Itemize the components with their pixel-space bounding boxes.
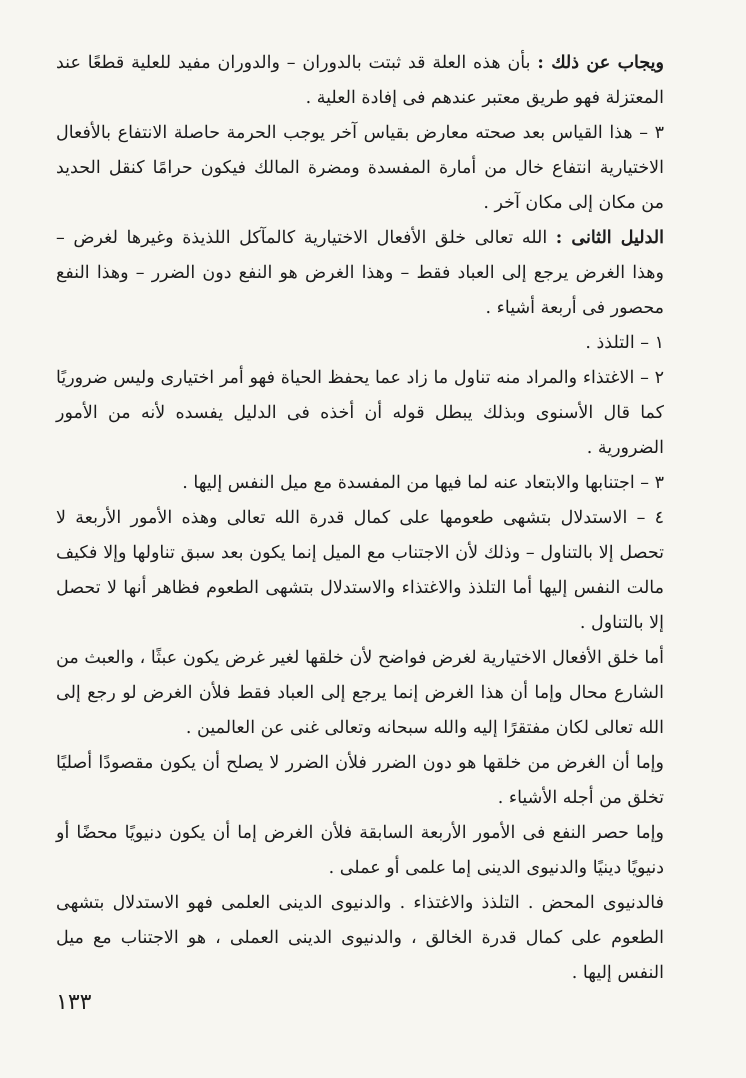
paragraph-6 [56, 466, 664, 501]
paragraph-body: الله تعالى خلق الأفعال الاختيارية كالمآكل اللذيذة وغيرها لغرض – وهذا الغرض يرجع إلى العباد فقط – وهذا الغرض هو النفع دون الضرر – وهذا النفع محصور فى أربعة أشياء . [56, 228, 664, 318]
page-text [56, 46, 664, 991]
paragraph-body: بأن هذه العلة قد ثبتت بالدوران – والدوران مفيد للعلية قطعًا عند المعتزلة فهو طريق معتبر عندهم فى إفادة العلية . [56, 53, 664, 108]
paragraph-3 [56, 221, 664, 326]
paragraph-body: ٢ – الاغتذاء والمراد منه تناول ما زاد عما يحفظ الحياة فهو أمر اختيارى وليس ضروريًا كما قال الأسنوى وبذلك يبطل قوله أن أخذه فى الدليل يفسده لأنه من الأمور الضرورية . [56, 368, 664, 458]
paragraph-body: أما خلق الأفعال الاختيارية لغرض فواضح لأن خلقها لغير غرض يكون عبثًا ، والعبث من الشارع محال وإما أن هذا الغرض إنما يرجع إلى العباد فقط فلأن الغرض لو رجع إلى الله تعالى لكان مفتقرًا إليه والله سبحانه وتعالى غنى عن العالمين . [56, 648, 664, 738]
paragraph-1 [56, 46, 664, 116]
paragraph-8 [56, 641, 664, 746]
paragraph-7 [56, 501, 664, 641]
paragraph-9 [56, 746, 664, 816]
page-number: ١٣٣ [56, 990, 92, 1015]
paragraph-lead: ويجاب عن ذلك : [537, 53, 664, 73]
paragraph-body: وإما أن الغرض من خلقها هو دون الضرر فلأن الضرر لا يصلح أن يكون مقصودًا أصليًا تخلق من أجله الأشياء . [56, 753, 664, 808]
paragraph-body: ١ – التلذذ . [585, 333, 664, 353]
paragraph-4 [56, 326, 664, 361]
paragraph-2 [56, 116, 664, 221]
paragraph-body: ٣ – هذا القياس بعد صحته معارض بقياس آخر يوجب الحرمة حاصلة الانتفاع بالأفعال الاختيارية انتفاع خال من أمارة المفسدة ومضرة المالك فيكون حرامًا كنقل الحديد من مكان إلى مكان آخر . [56, 123, 664, 213]
paragraph-lead: الدليل الثانى : [555, 228, 664, 248]
paragraph-5 [56, 361, 664, 466]
paragraph-body: فالدنيوى المحض . التلذذ والاغتذاء . والدنيوى الدينى العلمى فهو الاستدلال بتشهى الطعوم على كمال قدرة الخالق ، والدنيوى الدينى العملى ، هو الاجتناب مع ميل النفس إليها . [56, 893, 664, 983]
paragraph-body: ٤ – الاستدلال بتشهى طعومها على كمال قدرة الله تعالى وهذه الأمور الأربعة لا تحصل إلا بالتناول – وذلك لأن الاجتناب مع الميل إنما يكون بعد سبق تناولها وإلا فكيف مالت النفس إليها أما التلذذ والاغتذاء والاستدلال بتشهى الطعوم فظاهر أنها لا تحصل إلا بالتناول . [56, 508, 664, 633]
paragraph-body: ٣ – اجتنابها والابتعاد عنه لما فيها من المفسدة مع ميل النفس إليها . [182, 473, 664, 493]
paragraph-10 [56, 816, 664, 886]
paragraph-11 [56, 886, 664, 991]
paragraph-body: وإما حصر النفع فى الأمور الأربعة السابقة فلأن الغرض إما أن يكون دنيويًا محضًا أو دنيويًا دينيًا والدنيوى الدينى إما علمى أو عملى . [56, 823, 664, 878]
